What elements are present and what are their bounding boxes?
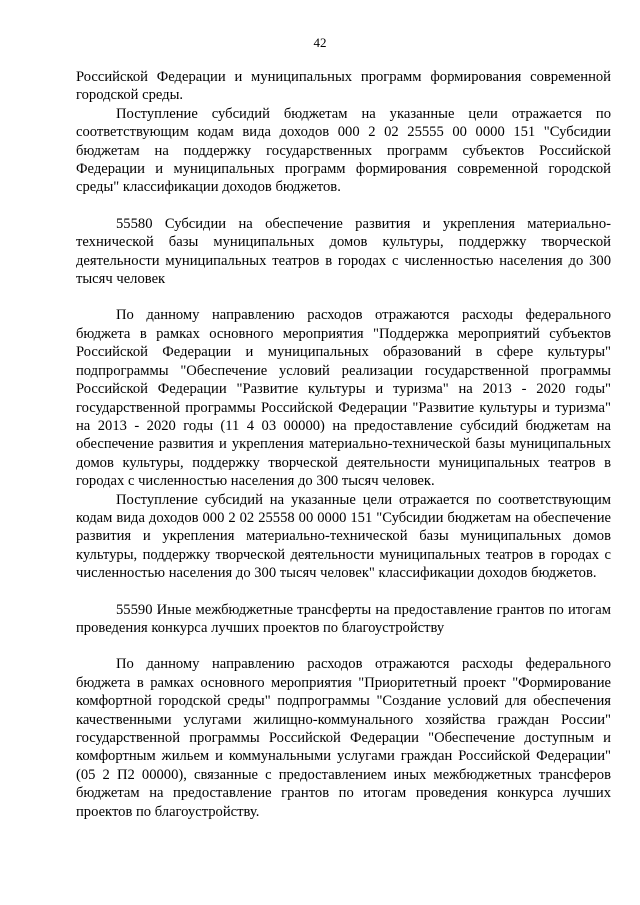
- paragraph-expenses-55590: По данному направлению расходов отражаются расходы федерального бюджета в рамках основного мероприятия "Приоритетный проект "Формирование комфортной городской среды" подпрограммы "Создание условий для обеспечения качественными услугами жилищно-коммунального хозяйства граждан России" государственной программы Российской Федерации "Обеспечение доступным и комфортным жильем и коммунальными услугами граждан Российской Федерации" (05 2 П2 00000), связанные с предоставлением иных межбюджетных трансферов бюджетам на предоставление грантов по итогам проведения конкурса лучших проектов по благоустройству.: [76, 656, 611, 820]
- paragraph-expenses-55580: По данному направлению расходов отражаются расходы федерального бюджета в рамках основного мероприятия "Поддержка мероприятий субъектов Российской Федерации и муниципальных образований в сфере культуры" подпрограммы "Обеспечение условий реализации государственной программы Российской Федерации "Развитие культуры и туризма" на 2013 - 2020 годы" государственной программы Российской Федерации "Развитие культуры и туризма" на 2013 - 2020 годы (11 4 03 00000) на предоставление субсидий бюджетам на обеспечение развития и укрепления материально-технической базы муниципальных домов культуры, поддержку творческой деятельности муниципальных театров в городах с численностью населения до 300 тысяч человек.: [76, 307, 611, 490]
- spacer: [76, 583, 611, 601]
- paragraph-income-55558: Поступление субсидий на указанные цели отражается по соответствующим кодам вида доходов 000 2 02 25558 00 0000 151 "Субсидии бюджетам на обеспечение развития и укрепления материально-технической базы муниципальных домов культуры, поддержку творческой деятельности муниципальных театров в городах с численностью населения до 300 тысяч человек" классификации доходов бюджетов.: [76, 491, 611, 582]
- paragraph-income-55555: Поступление субсидий бюджетам на указанные цели отражается по соответствующим кодам вида доходов 000 2 02 25555 00 0000 151 "Субсидии бюджетам на поддержку государственных программ субъектов Российской Федерации и муниципальных программ формирования современной городской среды" классификации доходов бюджетов.: [76, 105, 611, 196]
- spacer: [76, 637, 611, 655]
- section-heading-55580: 55580 Субсидии на обеспечение развития и укрепления материально-технической базы муниципальных домов культуры, поддержку творческой деятельности муниципальных театров в городах с численностью населения до 300 тысяч человек: [76, 215, 611, 288]
- document-body: [76, 68, 611, 821]
- spacer: [76, 197, 611, 215]
- page-number: 42: [313, 35, 327, 50]
- paragraph-continuation: Российской Федерации и муниципальных программ формирования современной городской среды.: [76, 69, 611, 104]
- spacer: [76, 288, 611, 306]
- section-heading-55590: 55590 Иные межбюджетные трансферты на предоставление грантов по итогам проведения конкурса лучших проектов по благоустройству: [76, 601, 611, 636]
